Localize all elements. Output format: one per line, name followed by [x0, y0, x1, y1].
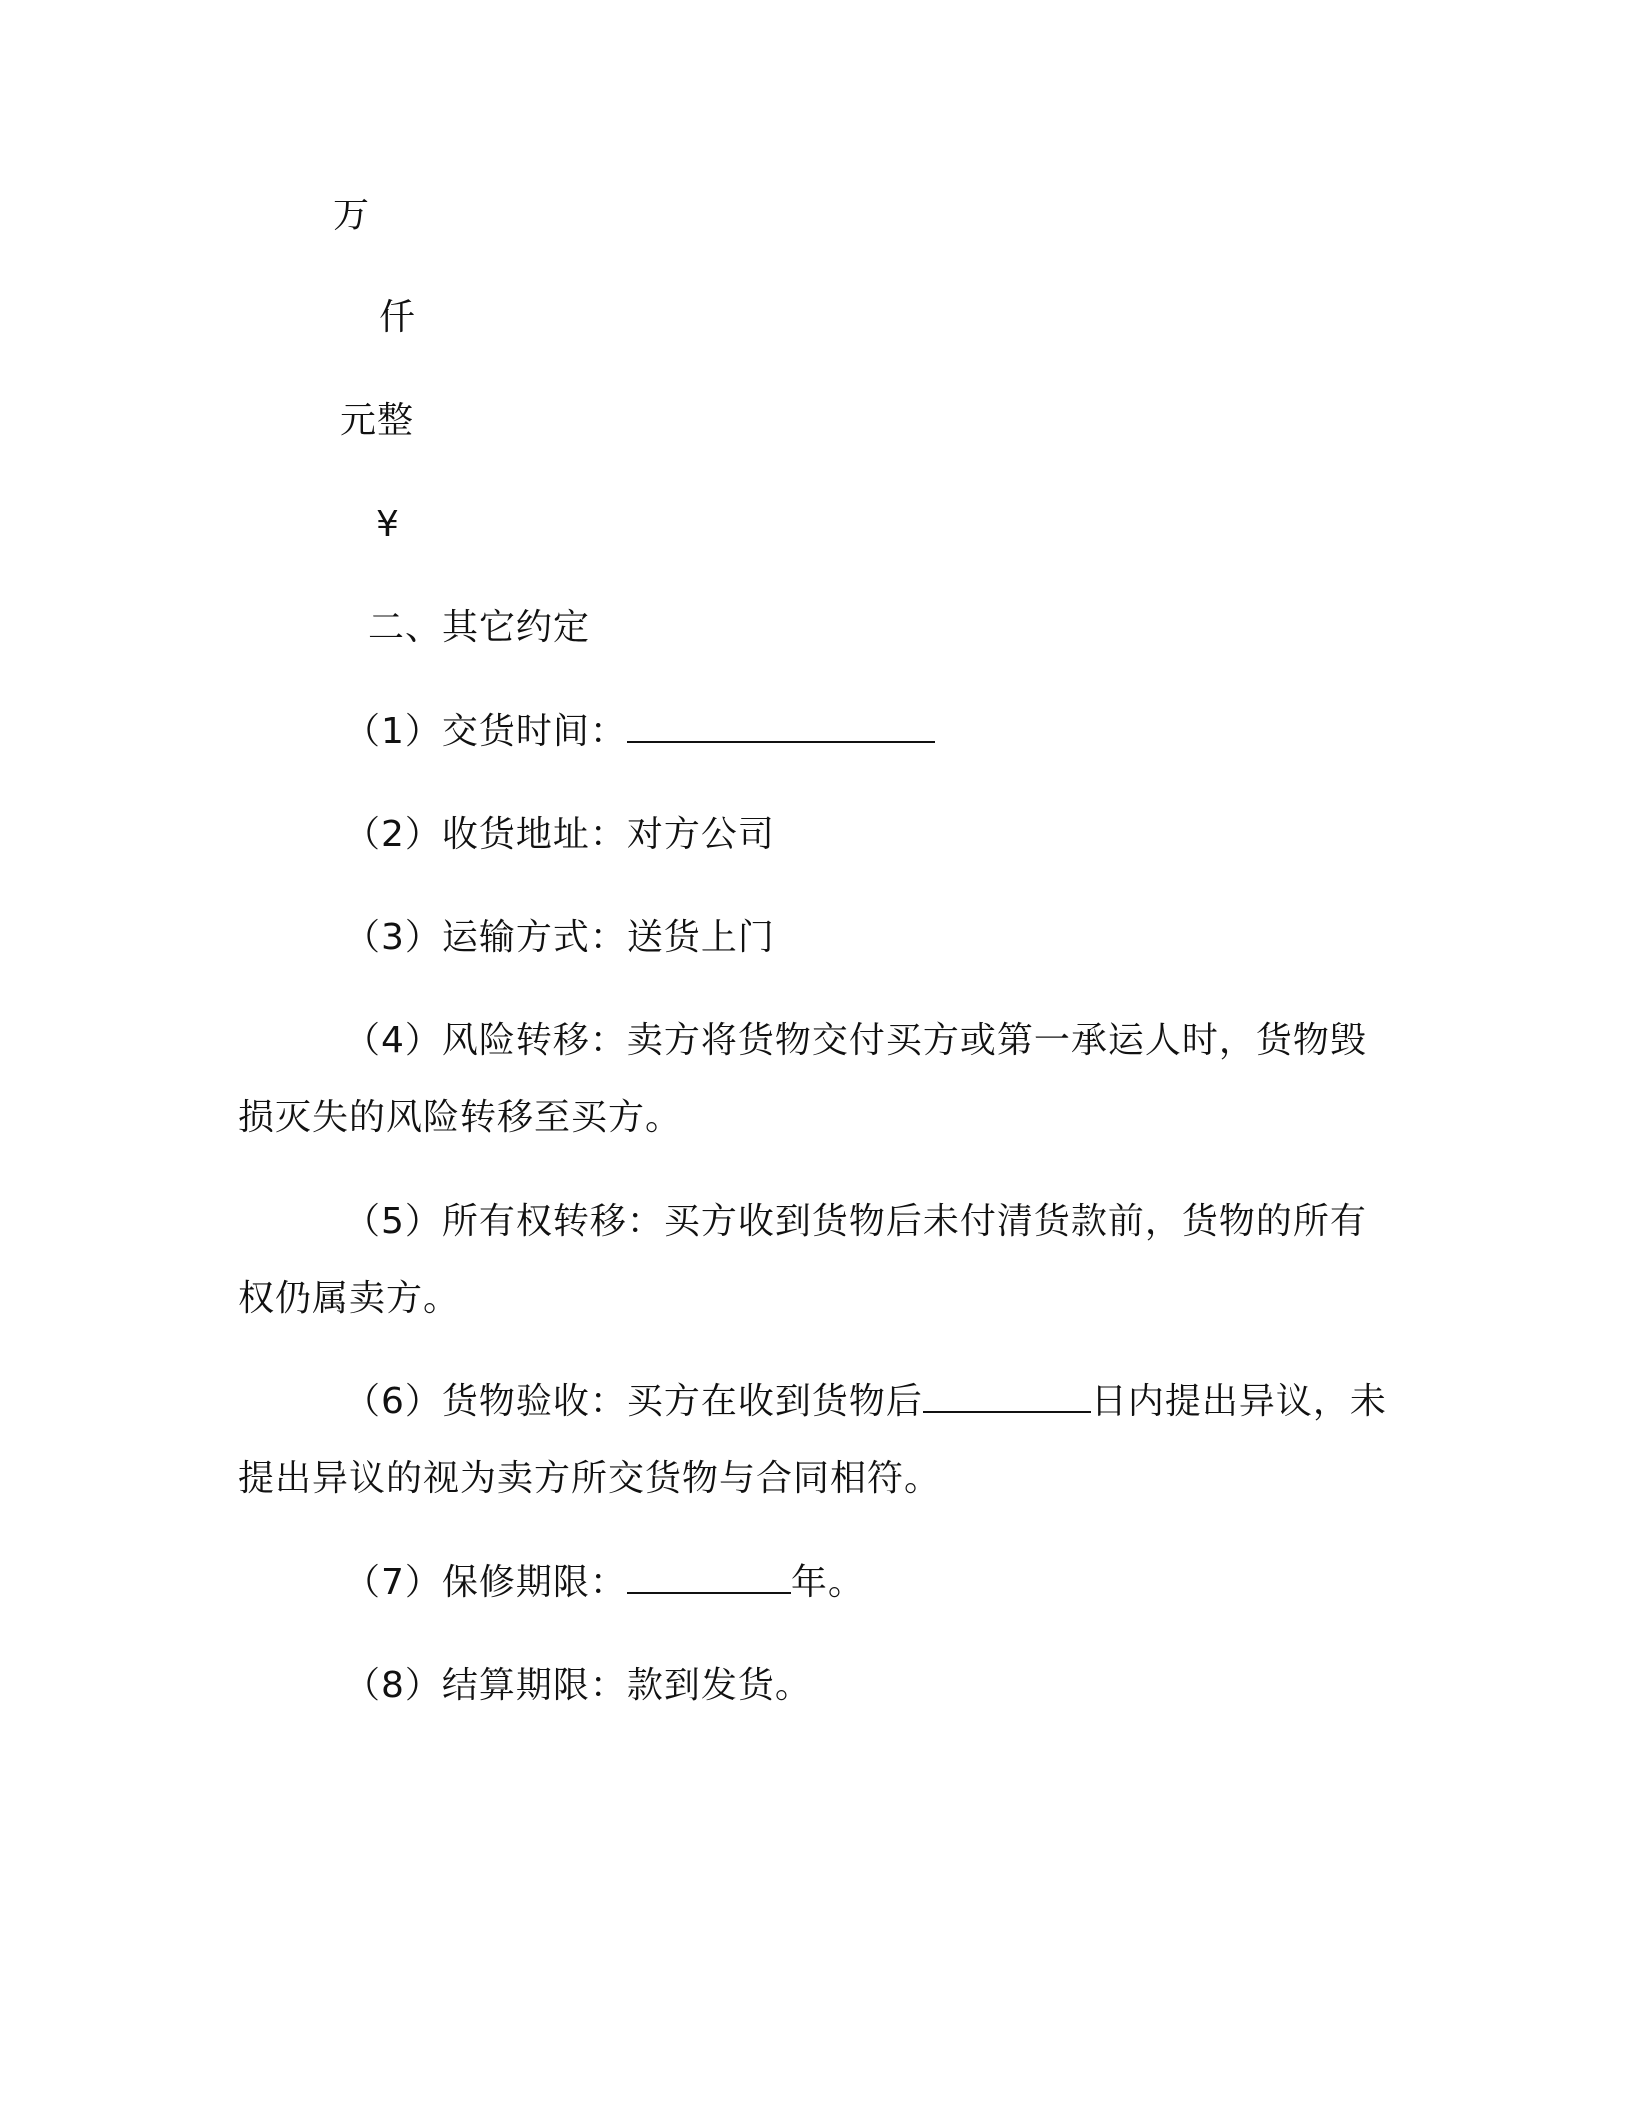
item-label: （3）运输方式： — [344, 917, 627, 958]
amount-yuan-zheng: 元整 — [340, 400, 415, 441]
item-delivery-time — [344, 710, 935, 754]
amount-yen-sign: ¥ — [376, 504, 400, 545]
item-goods-acceptance-line2: 提出异议的视为卖方所交货物与合同相符。 — [238, 1458, 942, 1499]
item-after: 年。 — [790, 1562, 865, 1603]
section-heading: 二、其它约定 — [368, 607, 591, 648]
item-ownership-transfer-line1: （5）所有权转移：买方收到货物后未付清货款前，货物的所有 — [344, 1201, 1367, 1242]
item-label: （6）货物验收：买方在收到货物后 — [344, 1381, 923, 1422]
item-warranty-period — [344, 1561, 865, 1605]
item-value: 送货上门 — [626, 917, 775, 958]
item-risk-transfer-line2: 损灭失的风险转移至买方。 — [238, 1097, 683, 1138]
item-ownership-transfer-line2: 权仍属卖方。 — [238, 1278, 461, 1319]
fill-blank — [627, 711, 935, 743]
item-transport-method — [344, 916, 775, 960]
item-label: （8）结算期限： — [344, 1665, 627, 1706]
item-risk-transfer-line1: （4）风险转移：卖方将货物交付买方或第一承运人时，货物毁 — [344, 1020, 1367, 1061]
item-goods-acceptance-line1 — [344, 1380, 1387, 1424]
item-value: 款到发货。 — [626, 1665, 812, 1706]
item-after: 日内提出异议，未 — [1090, 1381, 1387, 1422]
amount-wan: 万 — [333, 195, 371, 236]
item-label: （2）收货地址： — [344, 814, 627, 855]
amount-qian: 仟 — [379, 297, 417, 338]
item-delivery-address — [344, 813, 775, 857]
item-label: （1）交货时间： — [344, 711, 627, 752]
fill-blank — [923, 1381, 1091, 1413]
fill-blank — [627, 1562, 791, 1594]
item-value: 对方公司 — [626, 814, 775, 855]
item-settlement-period — [344, 1664, 812, 1708]
item-label: （7）保修期限： — [344, 1562, 627, 1603]
